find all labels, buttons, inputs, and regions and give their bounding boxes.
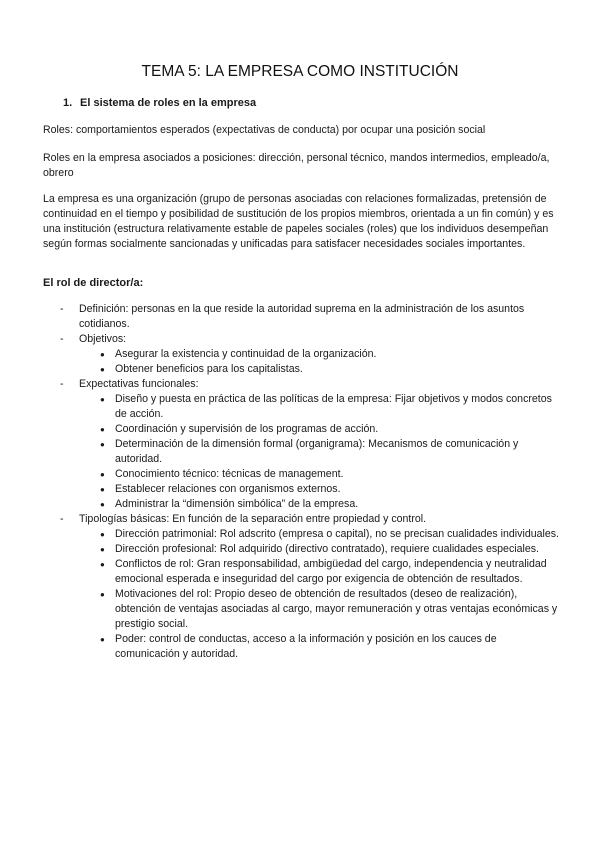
section-number: 1.	[63, 97, 73, 109]
sub-list-item-text: Conflictos de rol: Gran responsabilidad, ambigüedad del cargo, independencia y neutralidad emocional esperada e inseguridad del cargo por exigencia de obtención de resultados.	[115, 558, 547, 585]
sub-list-item	[79, 482, 560, 497]
list-item	[60, 512, 560, 662]
sub-list-item-text: Conocimiento técnico: técnicas de management.	[115, 468, 344, 480]
sub-list-item	[79, 587, 560, 632]
dash-marker: -	[60, 513, 64, 525]
dash-marker: -	[60, 378, 64, 390]
sub-list-item	[79, 632, 560, 662]
section-heading	[63, 96, 256, 110]
list-item	[60, 302, 560, 332]
sub-list-item-text: Dirección profesional: Rol adquirido (directivo contratado), requiere cualidades especiales.	[115, 543, 539, 555]
bullet-icon: ●	[100, 470, 105, 479]
bullet-icon: ●	[100, 590, 105, 599]
sub-list-item	[79, 347, 560, 362]
page-title: TEMA 5: LA EMPRESA COMO INSTITUCIÓN	[141, 63, 459, 80]
bullet-icon: ●	[100, 635, 105, 644]
sub-list-item	[79, 437, 560, 467]
sub-list	[79, 392, 560, 512]
bullet-icon: ●	[100, 500, 105, 509]
sub-list-item-text: Motivaciones del rol: Propio deseo de obtención de resultados (deseo de realización), obtención de ventajas asociadas al cargo, mayor remuneración y otras ventajas económicas y prestigio social.	[115, 588, 558, 630]
role-definition-list	[60, 302, 560, 662]
sub-list-item	[79, 542, 560, 557]
bullet-icon: ●	[100, 530, 105, 539]
paragraph-roles-positions: Roles en la empresa asociados a posiciones: dirección, personal técnico, mandos intermedios, empleado/a, obrero	[43, 152, 550, 179]
list-item	[60, 332, 560, 377]
sub-list	[79, 347, 560, 377]
list-item-text: Tipologías básicas: En función de la separación entre propiedad y control.	[79, 513, 427, 525]
sub-list-item-text: Poder: control de conductas, acceso a la información y posición en los cauces de comunicación y autoridad.	[115, 633, 497, 660]
paragraph-roles-definition: Roles: comportamientos esperados (expectativas de conducta) por ocupar una posición social	[43, 124, 486, 136]
sub-list-item-text: Obtener beneficios para los capitalistas.	[115, 363, 303, 375]
sub-list-item	[79, 422, 560, 437]
section-label: El sistema de roles en la empresa	[80, 97, 257, 109]
sub-list-item	[79, 557, 560, 587]
bullet-icon: ●	[100, 350, 105, 359]
role-heading: El rol de director/a:	[43, 277, 144, 289]
list-item-text: Expectativas funcionales:	[79, 378, 199, 390]
bullet-icon: ●	[100, 425, 105, 434]
dash-marker: -	[60, 303, 64, 315]
bullet-icon: ●	[100, 395, 105, 404]
bullet-icon: ●	[100, 485, 105, 494]
sub-list-item-text: Administrar la “dimensión simbólica” de la empresa.	[115, 498, 359, 510]
list-item-text: Objetivos:	[79, 333, 127, 345]
bullet-icon: ●	[100, 560, 105, 569]
sub-list-item	[79, 392, 560, 422]
sub-list-item-text: Coordinación y supervisión de los programas de acción.	[115, 423, 379, 435]
bullet-icon: ●	[100, 545, 105, 554]
list-item	[60, 377, 560, 512]
sub-list-item	[79, 527, 560, 542]
sub-list-item	[79, 362, 560, 377]
sub-list-item	[79, 497, 560, 512]
sub-list-item	[79, 467, 560, 482]
sub-list-item-text: Asegurar la existencia y continuidad de la organización.	[115, 348, 377, 360]
paragraph-empresa-organizacion: La empresa es una organización (grupo de personas asociadas con relaciones formalizadas, pretensión de continuidad en el tiempo y posibilidad de sustitución de los propios miembros, orientada a un fin común) y es una institución (estructura relativamente estable de papeles sociales (roles) que los individuos desempeñan según formas socialmente sancionadas y unificadas para satisfacer necesidades sociales importantes.	[43, 193, 554, 250]
dash-marker: -	[60, 333, 64, 345]
bullet-icon: ●	[100, 365, 105, 374]
sub-list	[79, 527, 560, 662]
sub-list-item-text: Diseño y puesta en práctica de las políticas de la empresa: Fijar objetivos y modos concretos de acción.	[115, 393, 552, 420]
sub-list-item-text: Determinación de la dimensión formal (organigrama): Mecanismos de comunicación y autoridad.	[115, 438, 519, 465]
list-item-text: Definición: personas en la que reside la autoridad suprema en la administración de los asuntos cotidianos.	[79, 303, 525, 330]
sub-list-item-text: Dirección patrimonial: Rol adscrito (empresa o capital), no se precisan cualidades individuales.	[115, 528, 559, 540]
bullet-icon: ●	[100, 440, 105, 449]
sub-list-item-text: Establecer relaciones con organismos externos.	[115, 483, 341, 495]
